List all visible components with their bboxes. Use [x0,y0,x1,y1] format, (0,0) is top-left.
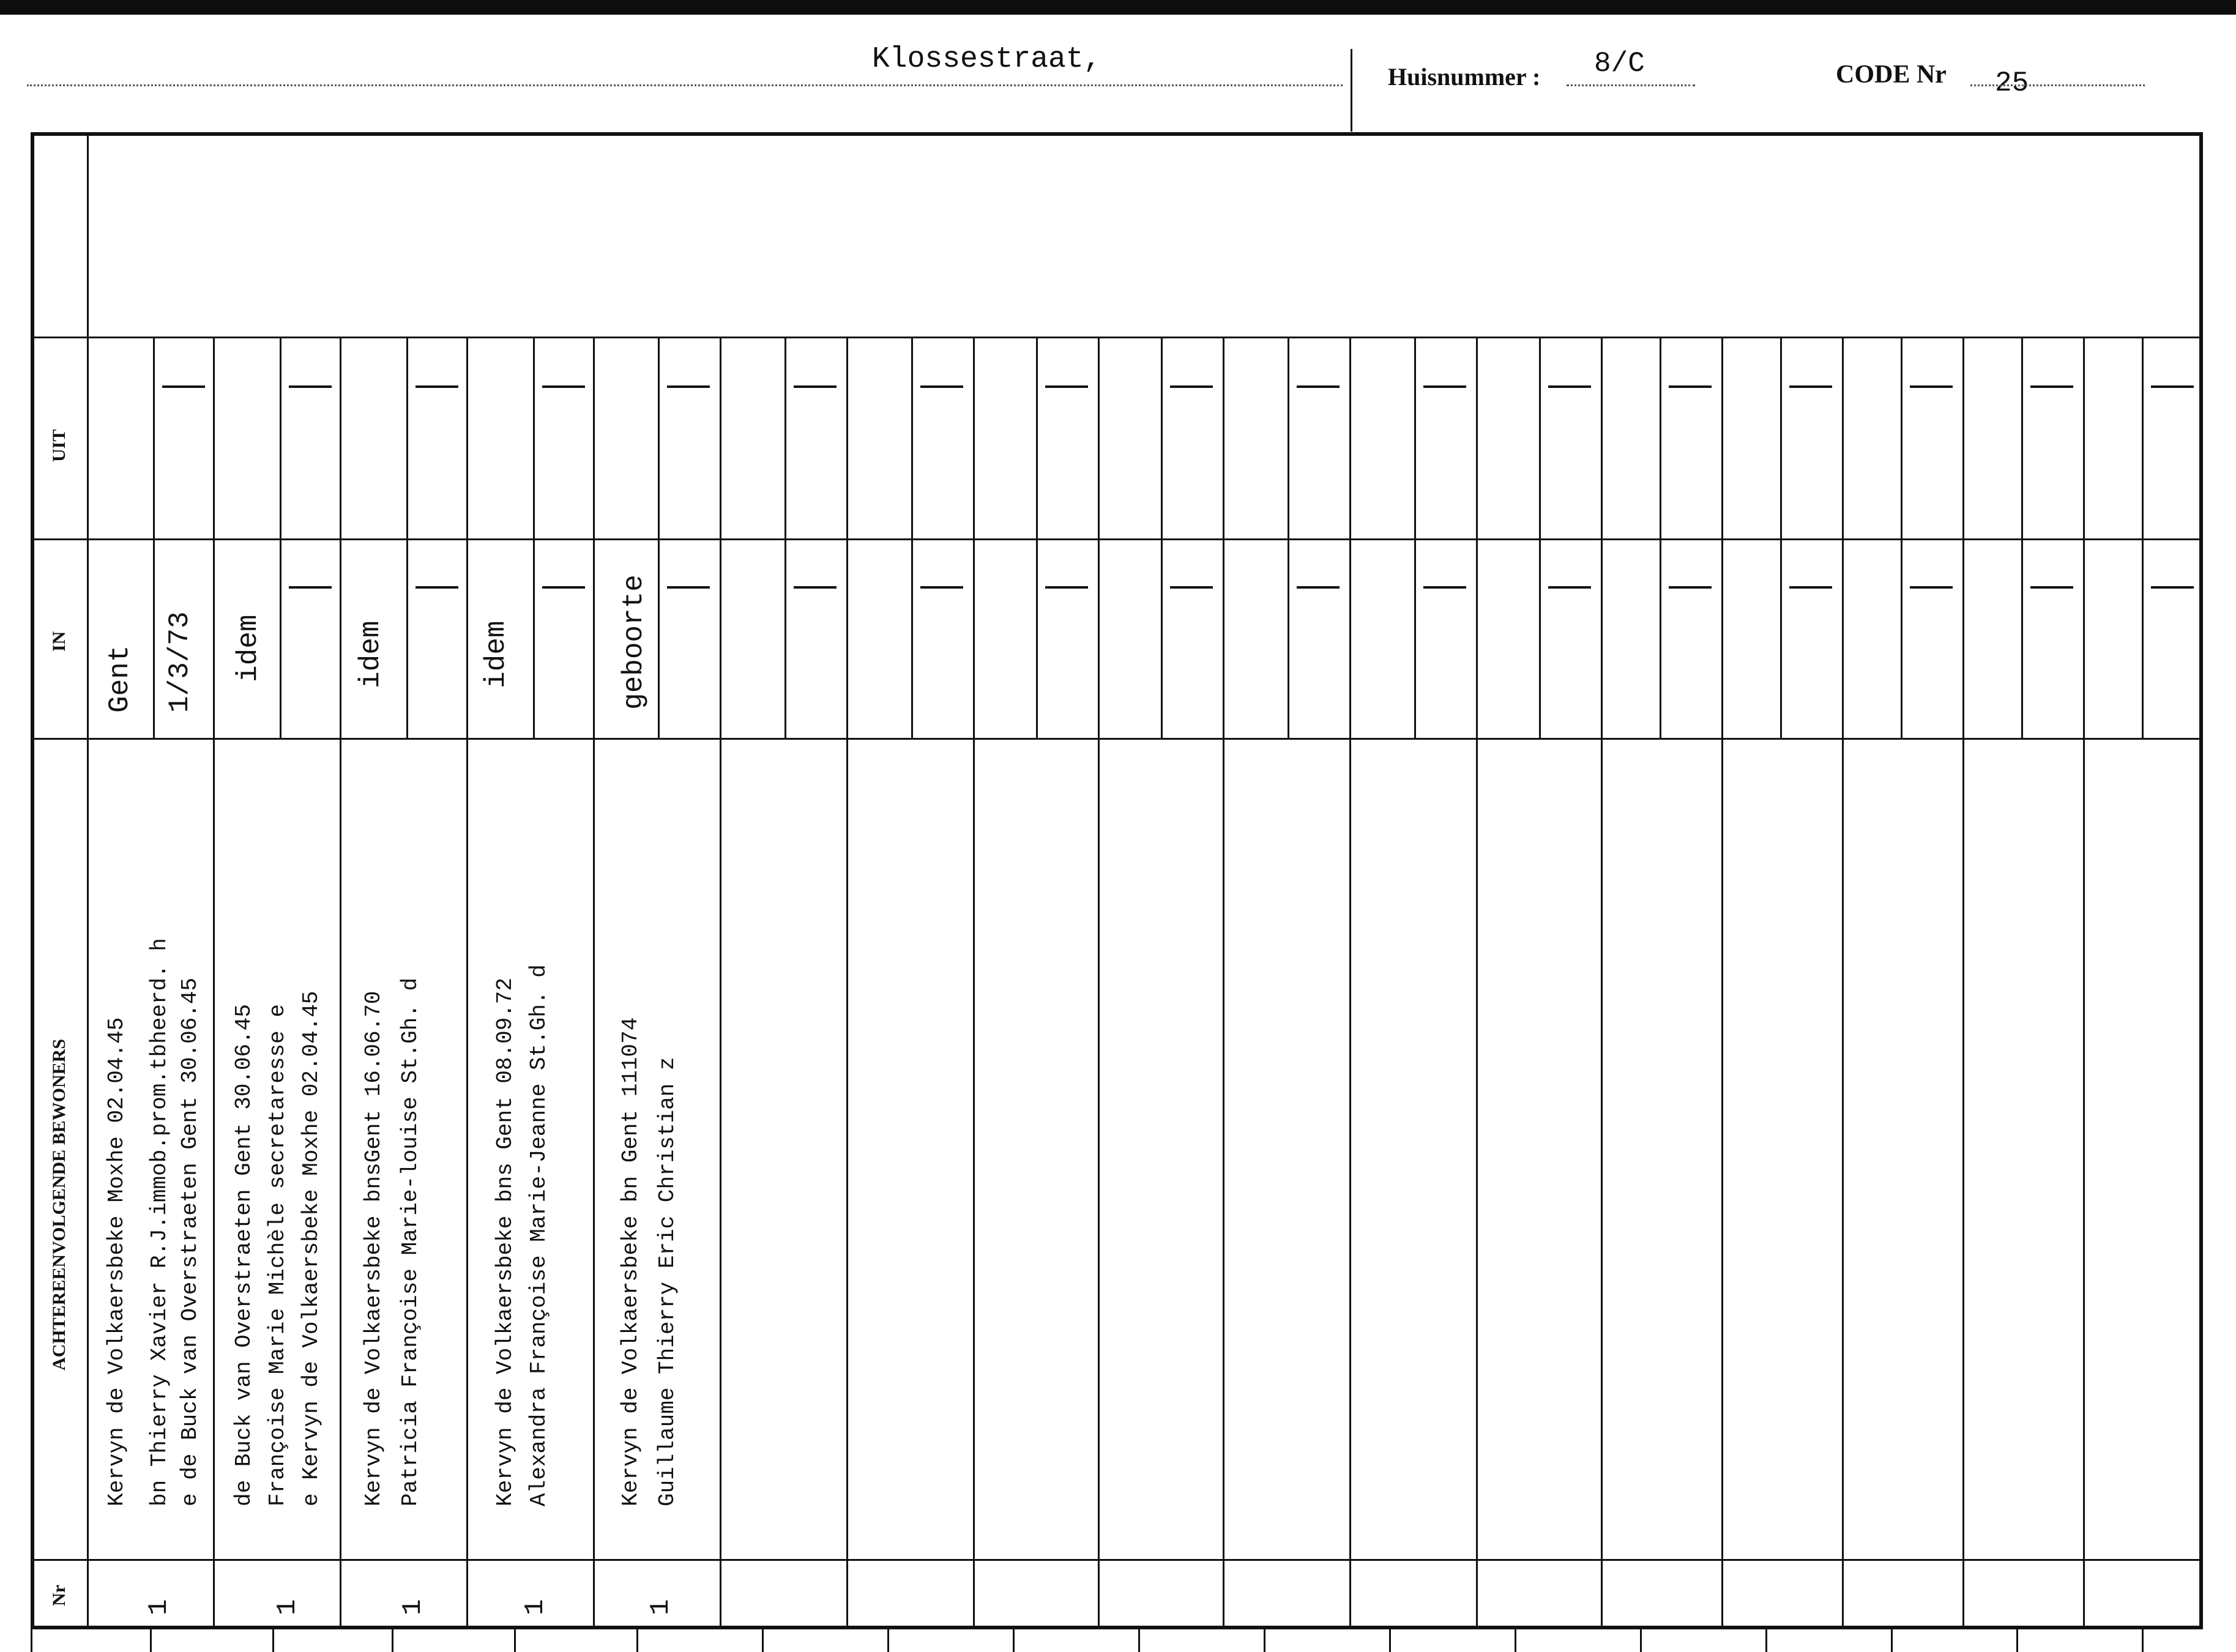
entry-3-line-2: Patricia Françoise Marie-louise St.Gh. d [398,977,423,1506]
label-column-divider [87,132,89,1629]
uit-dash [1910,385,1953,388]
uit-dash [1789,385,1832,388]
uit-label: UIT [49,429,69,462]
in-dash [2030,586,2073,589]
house-number-label: Huisnummer : [1388,63,1541,91]
sub-div-17 [2142,337,2144,738]
entry-5-line-2: Guillaume Thierry Eric Christian z [655,1057,680,1506]
entry-2-line-3: e Kervyn de Volkaersbeke Moxhe 02.04.45 [299,991,324,1506]
uit-dash [1548,385,1591,388]
residents-nr-divider [31,1559,2203,1561]
bottom-tick [514,1628,516,1652]
col-div-16 [2083,337,2085,1629]
in-dash [1669,586,1712,589]
in-dash [1423,586,1466,589]
entry-2-line-2: Françoise Marie Michèle secretaresse e [265,1004,290,1506]
col-div-8 [1098,337,1100,1629]
entry-5-line-1: Kervyn de Volkaersbeke bn Gent 111074 [618,1017,643,1506]
bottom-tick [1264,1628,1265,1652]
uit-dash [1423,385,1466,388]
entry-3-nr: 1 [398,1599,428,1615]
sub-div-8 [1036,337,1038,738]
col-div-5 [720,337,721,1629]
entry-2-line-1: de Buck van Overstraeten Gent 30.06.45 [231,1004,256,1506]
house-number-value: 8/C [1594,48,1645,80]
col-div-15 [1962,337,1964,1629]
col-div-4 [593,337,595,1629]
uit-dash [1669,385,1712,388]
uit-dash [1045,385,1088,388]
entry-4-line-1: Kervyn de Volkaersbeke bns Gent 08.09.72 [493,977,518,1506]
uit-dash [162,385,205,388]
sub-div-10 [1288,337,1289,738]
code-label: CODE Nr [1836,61,1947,89]
col-div-1 [213,337,215,1629]
col-div-3 [466,337,468,1629]
entry-5-in-place: geboorte [618,575,650,710]
uit-dash [2030,385,2073,388]
bottom-tick [1138,1628,1140,1652]
sub-div-12 [1539,337,1541,738]
in-dash [416,586,458,589]
entry-5-nr: 1 [646,1599,676,1615]
in-dash [1548,586,1591,589]
sub-div-3 [406,337,408,738]
entry-1-in-date: 1/3/73 [164,611,196,713]
in-dash [1297,586,1340,589]
uit-dash [794,385,837,388]
entry-4-line-2: Alexandra Françoise Marie-Jeanne St.Gh. d [526,964,551,1506]
in-residents-divider [31,738,2203,740]
entry-1-in-place: Gent [104,645,136,713]
bottom-tick [1515,1628,1516,1652]
col-div-10 [1349,337,1351,1629]
in-dash [1045,586,1088,589]
entry-2-in-place: idem [233,614,264,682]
uit-dash [542,385,585,388]
entry-4-in-place: idem [480,620,512,688]
col-div-14 [1842,337,1844,1629]
code-dotted-line [1970,84,2145,86]
bottom-tick [1389,1628,1391,1652]
street-dotted-line [27,84,1343,86]
bottom-tick [2142,1628,2144,1652]
sub-div-11 [1414,337,1416,738]
sub-div-7 [911,337,913,738]
in-dash [289,586,332,589]
code-value: 25 [1995,67,2029,99]
bottom-tick [150,1628,152,1652]
col-div-9 [1223,337,1224,1629]
sub-div-4 [533,337,535,738]
entry-1-line-1: Kervyn de Volkaersbeke Moxhe 02.04.45 [104,1017,129,1506]
uit-dash [2151,385,2194,388]
bottom-tick [392,1628,393,1652]
col-div-13 [1721,337,1723,1629]
sub-div-6 [784,337,786,738]
street-name: Klossestraat, [872,43,1101,76]
in-dash [667,586,710,589]
uit-dash [416,385,458,388]
sub-div-15 [1901,337,1902,738]
header-divider [1351,49,1352,132]
col-div-6 [846,337,848,1629]
in-label: IN [49,631,69,652]
in-dash [794,586,837,589]
uit-dash [1170,385,1213,388]
uit-dash [1297,385,1340,388]
label-uit-top-line [31,337,87,338]
entry-1-nr: 1 [144,1599,174,1615]
top-area-bottom-line [87,337,2201,338]
house-number-dotted-line [1567,84,1695,86]
bottom-tick [1765,1628,1767,1652]
in-dash [542,586,585,589]
sub-div-5 [658,337,660,738]
sub-div-16 [2021,337,2023,738]
uit-dash [667,385,710,388]
entry-4-nr: 1 [520,1599,551,1615]
bottom-tick [2016,1628,2018,1652]
residents-table [31,132,2203,1629]
col-div-7 [973,337,975,1629]
bottom-tick [1013,1628,1015,1652]
entry-3-in-place: idem [355,620,387,688]
scan-top-edge [0,0,2236,15]
nr-label: Nr [49,1585,69,1606]
sub-div-1 [153,337,155,738]
sub-div-14 [1780,337,1782,738]
entry-1-line-2: bn Thierry Xavier R.J.immob.prom.tbheerd. h [147,938,172,1506]
entry-2-nr: 1 [272,1599,303,1615]
col-div-2 [340,337,341,1629]
uit-dash [289,385,332,388]
sub-div-9 [1161,337,1163,738]
bottom-tick [887,1628,889,1652]
in-dash [2151,586,2194,589]
bottom-tick [1891,1628,1893,1652]
bottom-tick [1640,1628,1642,1652]
residents-label: ACHTEREENVOLGENDE BEWONERS [49,1038,69,1371]
bottom-tick [272,1628,274,1652]
uit-in-divider [31,538,2203,540]
uit-dash [920,385,963,388]
col-div-12 [1601,337,1603,1629]
in-dash [1910,586,1953,589]
in-dash [1789,586,1832,589]
entry-1-line-3: e de Buck van Overstraeten Gent 30.06.45 [177,977,203,1506]
col-div-11 [1476,337,1478,1629]
sub-div-13 [1660,337,1661,738]
bottom-tick [31,1628,32,1652]
entry-3-line-1: Kervyn de Volkaersbeke bnsGent 16.06.70 [361,991,386,1506]
in-dash [1170,586,1213,589]
bottom-tick [636,1628,638,1652]
in-dash [920,586,963,589]
bottom-tick [762,1628,764,1652]
sub-div-2 [280,337,281,738]
